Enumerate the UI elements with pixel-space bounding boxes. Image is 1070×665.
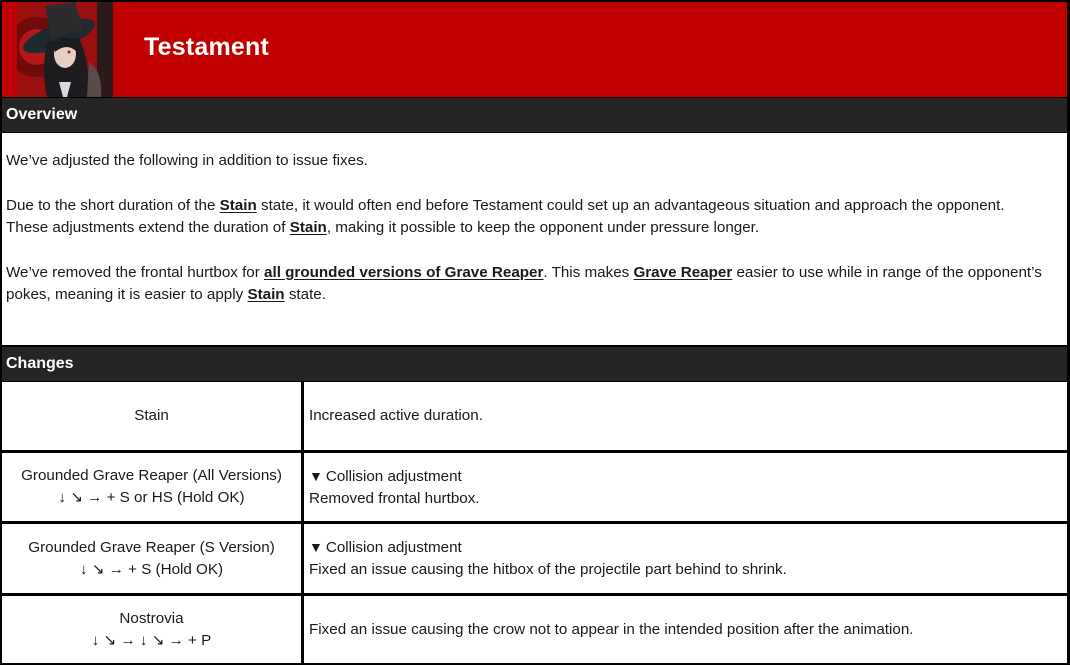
overview-text: We’ve removed the frontal hurtbox for <box>6 263 265 281</box>
character-header <box>2 2 1067 97</box>
move-name: Nostrovia <box>119 609 184 627</box>
overview-text: These adjustments extend the duration of <box>6 219 290 236</box>
move-input: ↓ ↘ → ↓ ↘ → + P <box>91 631 212 649</box>
description-cell <box>304 524 1067 593</box>
testament-portrait-icon <box>17 2 113 97</box>
overview-paragraph-stain-duration <box>6 195 1063 218</box>
category-label: Collision adjustment <box>325 539 462 556</box>
keyword-stain: Stain <box>247 286 285 303</box>
description-cell <box>304 382 1067 450</box>
triangle-down-icon: ▼ <box>309 467 323 484</box>
overview-text: state. <box>284 286 326 303</box>
overview-text: state, it would often end before Testament could set up an advantageous situation and approach the opponent. <box>256 196 1005 214</box>
move-input: ↓ ↘ → + S or HS (Hold OK) <box>58 489 245 506</box>
overview-text: We’ve adjusted the following in addition to issue fixes. <box>6 152 368 169</box>
character-portrait <box>17 2 113 97</box>
table-row <box>2 596 1067 663</box>
overview-paragraph-grave-reaper <box>6 262 1063 307</box>
move-cell <box>2 382 301 450</box>
keyword-grave-reaper: Grave Reaper <box>633 263 733 281</box>
move-name: Stain <box>134 407 169 424</box>
changes-section-header: Changes <box>2 347 1067 381</box>
overview-section-header: Overview <box>2 98 1067 132</box>
overview-paragraph-intro <box>6 150 1063 173</box>
change-description: Removed frontal hurtbox. <box>309 489 480 507</box>
overview-body <box>2 133 1067 345</box>
triangle-down-icon: ▼ <box>309 539 323 555</box>
change-description: Fixed an issue causing the hitbox of the projectile part behind to shrink. <box>309 561 787 578</box>
change-description: Increased active duration. <box>309 407 483 424</box>
table-row <box>2 524 1067 593</box>
change-category <box>309 465 1067 488</box>
description-cell <box>304 596 1067 663</box>
table-row <box>2 382 1067 450</box>
overview-text: Due to the short duration of the <box>6 196 220 214</box>
overview-text: , making it possible to keep the opponent under pressure longer. <box>326 219 760 236</box>
changes-table <box>2 382 1067 663</box>
table-row <box>2 453 1067 521</box>
category-label: Collision adjustment <box>325 467 462 485</box>
move-input: ↓ ↘ → + S (Hold OK) <box>79 560 224 578</box>
keyword-stain: Stain <box>289 219 327 236</box>
character-name: Testament <box>144 33 269 61</box>
move-name: Grounded Grave Reaper (S Version) <box>28 538 275 556</box>
overview-paragraph-stain-extend <box>6 217 1063 240</box>
change-category <box>309 536 1067 559</box>
move-name: Grounded Grave Reaper (All Versions) <box>21 467 282 484</box>
overview-text: easier to use while in range of the opponent’s pokes, meaning it is easier to apply <box>6 263 1042 303</box>
move-cell <box>2 596 301 663</box>
keyword-all-grounded-grave-reaper: all grounded versions of Grave Reaper <box>264 263 544 281</box>
move-cell <box>2 453 301 521</box>
change-description: Fixed an issue causing the crow not to appear in the intended position after the animation. <box>309 620 914 638</box>
overview-text: . This makes <box>543 263 634 281</box>
keyword-stain: Stain <box>219 196 257 214</box>
move-cell <box>2 524 301 593</box>
description-cell <box>304 453 1067 521</box>
